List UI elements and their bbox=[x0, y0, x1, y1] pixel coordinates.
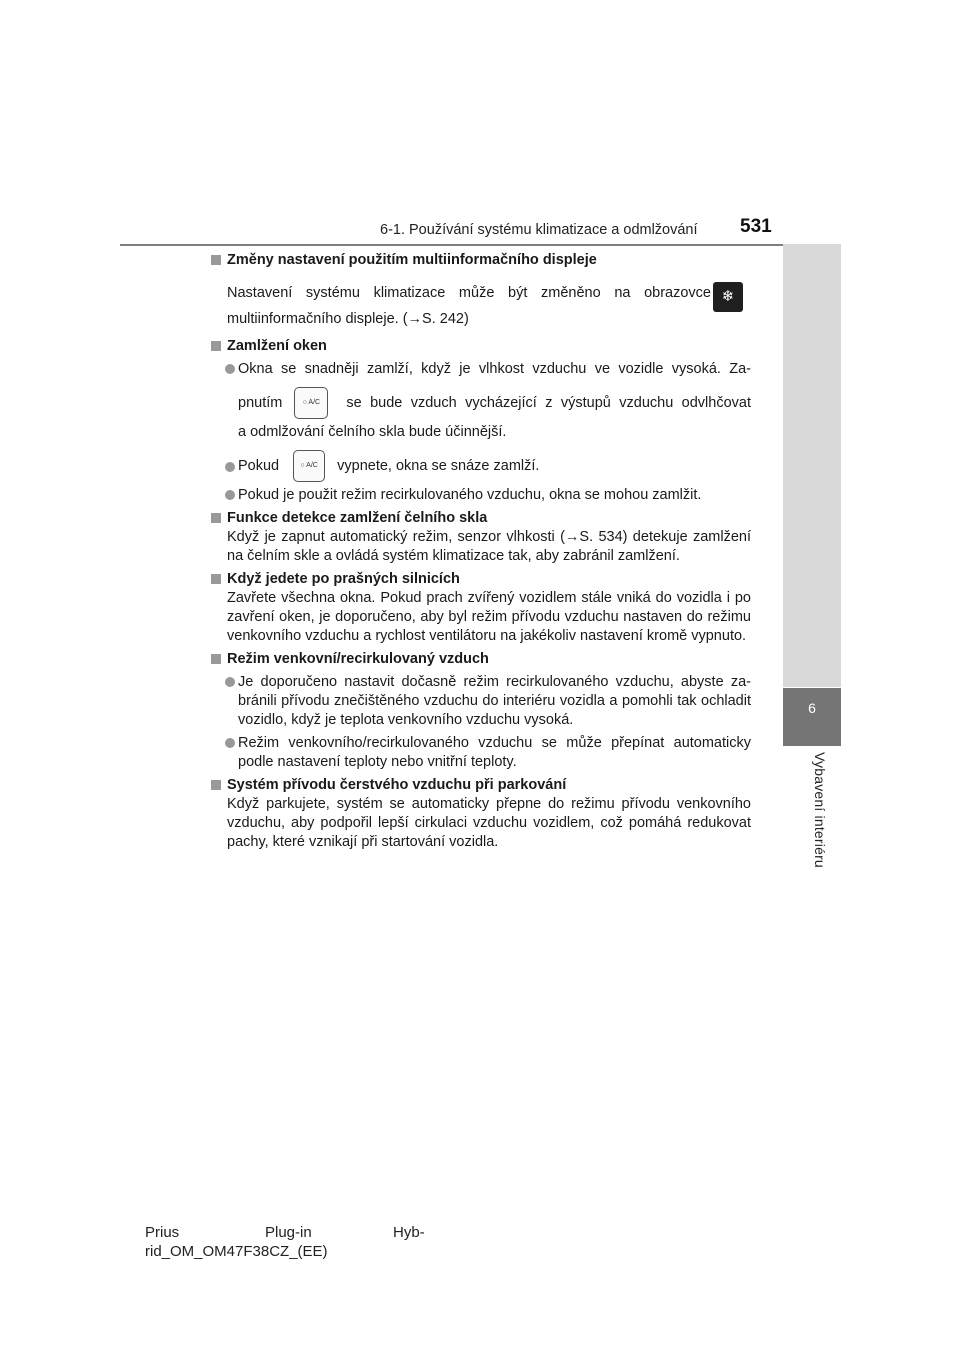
footer-line: rid_OM_OM47F38CZ_(EE) bbox=[145, 1243, 328, 1260]
round-bullet-icon bbox=[225, 738, 235, 748]
section-heading: Změny nastavení použitím multiinformačního displeje bbox=[211, 251, 751, 270]
footer-word: Plug-in bbox=[265, 1224, 312, 1241]
square-bullet-icon bbox=[211, 513, 221, 523]
round-bullet-icon bbox=[225, 364, 235, 374]
square-bullet-icon bbox=[211, 574, 221, 584]
square-bullet-icon bbox=[211, 654, 221, 664]
page-content bbox=[211, 251, 751, 852]
side-tab-number: 6 bbox=[808, 700, 816, 716]
side-tab-label: Vybavení interiéru bbox=[812, 752, 828, 868]
paragraph: Když parkujete, systém se automaticky přepne do režimu přívodu venkovního vzduchu, aby podpořil lepší cirkulaci vzduchu vozidlem, což pomáhá redukovat pachy, které vznikají při startování vozidla. bbox=[227, 796, 751, 850]
side-tab-active bbox=[783, 688, 841, 746]
list-item: Je doporučeno nastavit dočasně režim recirkulovaného vzduchu, abyste zabránili přívodu znečištěného vzduchu do interiéru vozidla a pomohli tak ochladit vozidlo, když je teplota venkovního vzduchu vysoká. bbox=[211, 673, 751, 730]
round-bullet-icon bbox=[225, 677, 235, 687]
side-tab-inactive bbox=[783, 244, 841, 687]
square-bullet-icon bbox=[211, 341, 221, 351]
list-item: Pokud ○ A/C vypnete, okna se snáze zamlží. bbox=[211, 450, 751, 482]
ac-button-icon: ○ A/C bbox=[293, 450, 325, 482]
list-item: Režim venkovního/recirkulovaného vzduchu se může přepínat automaticky podle nastavení teploty nebo vnitřní teploty. bbox=[211, 734, 751, 772]
climate-display-icon: ❄ bbox=[713, 282, 743, 312]
footer-word: Hyb- bbox=[393, 1224, 425, 1241]
header-rule bbox=[120, 244, 841, 246]
paragraph: Nastavení systému klimatizace může být změněno na obrazovce bbox=[227, 285, 711, 301]
square-bullet-icon bbox=[211, 780, 221, 790]
list-item: Pokud je použit režim recirkulovaného vzduchu, okna se mohou zamlžit. bbox=[211, 486, 751, 505]
footer-word: Prius bbox=[145, 1224, 180, 1241]
footer-doc-id bbox=[145, 1223, 445, 1261]
list-item: Okna se snadněji zamlží, když je vlhkost vzduchu ve vozidle vysoká. Za- pnutím ○ A/C se bude vzduch vycházející z výstupů vzduchu odvlhčovat a odmlžování čelního skla bude účinnější. bbox=[211, 360, 751, 442]
square-bullet-icon bbox=[211, 255, 221, 265]
paragraph: multiinformačního displeje. (→S. 242) bbox=[227, 311, 469, 327]
page-number: 531 bbox=[740, 216, 772, 237]
round-bullet-icon bbox=[225, 462, 235, 472]
round-bullet-icon bbox=[225, 490, 235, 500]
section-heading: Funkce detekce zamlžení čelního skla bbox=[211, 509, 751, 528]
paragraph: Když je zapnut automatický režim, senzor vlhkosti (→S. 534) detekuje zamlžení na čelním skle a ovládá systém klimatizace tak, aby zabránil zamlžení. bbox=[227, 529, 751, 564]
section-heading: Když jedete po prašných silnicích bbox=[211, 570, 751, 589]
section-heading: Systém přívodu čerstvého vzduchu při parkování bbox=[211, 776, 751, 795]
chapter-title: 6-1. Používání systému klimatizace a odmlžování bbox=[380, 222, 698, 238]
section-heading: Zamlžení oken bbox=[211, 337, 751, 356]
section-heading: Režim venkovní/recirkulovaný vzduch bbox=[211, 650, 751, 669]
paragraph: Zavřete všechna okna. Pokud prach zvířený vozidlem stále vniká do vozidla i po zavření oken, je doporučeno, aby byl režim přívodu vzduchu nastaven do režimu venkovního vzduchu a rychlost ventilátoru na jakékoliv nastavení kromě vypnuto. bbox=[227, 590, 751, 644]
ac-button-icon: ○ A/C bbox=[294, 387, 328, 419]
